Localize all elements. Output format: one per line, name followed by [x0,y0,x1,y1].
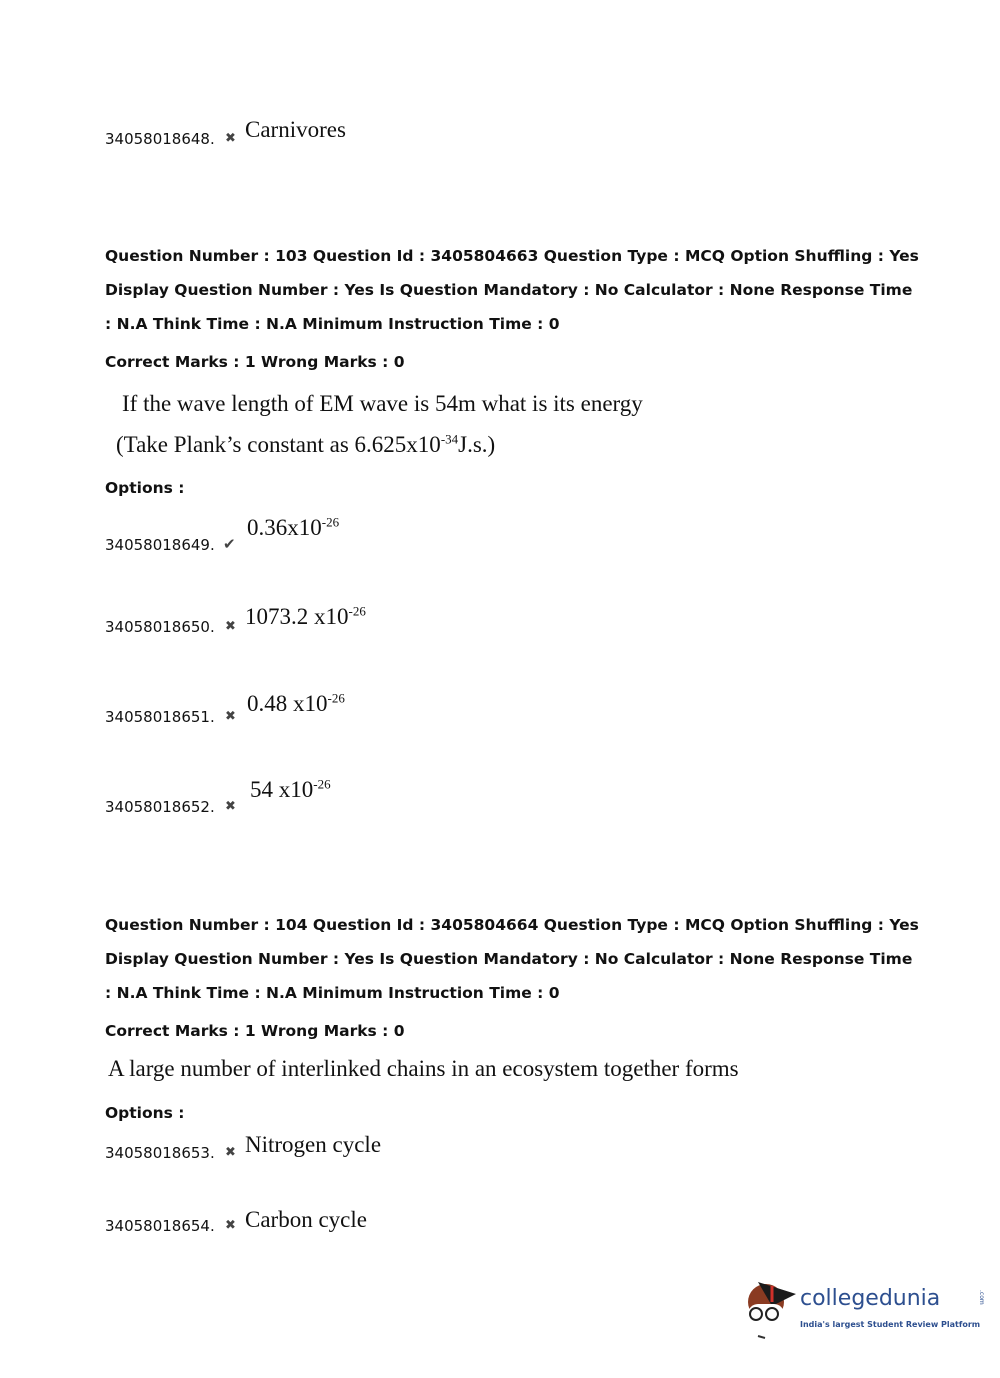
option-id: 34058018648. [105,130,215,148]
collegedunia-logo [738,1272,993,1342]
option-id: 34058018651. [105,708,215,726]
question-meta: Display Question Number : Yes Is Question Mandatory : No Calculator : None Response Time [105,950,913,968]
question-meta: : N.A Think Time : N.A Minimum Instruction Time : 0 [105,984,560,1002]
logo-name: collegedunia [800,1286,941,1311]
question-marks: Correct Marks : 1 Wrong Marks : 0 [105,353,405,371]
question-text: A large number of interlinked chains in an ecosystem together forms [108,1056,739,1081]
option-text: Carbon cycle [245,1207,367,1232]
option-id: 34058018650. [105,618,215,636]
options-label: Options : [105,1104,185,1122]
option-id: 34058018649. [105,536,215,554]
logo-tagline: India's largest Student Review Platform [800,1320,981,1329]
wrong-icon: ✖ [225,619,236,634]
question-text-2: (Take Plank’s constant as $6.625x10^{-34}J.s$.) [116,431,496,457]
option-text: 1073.2 $x10^{-26}$ [245,603,366,629]
wrong-icon: ✖ [225,799,236,814]
check-icon: ✔ [223,535,236,553]
question-meta: Display Question Number : Yes Is Question Mandatory : No Calculator : None Response Time [105,281,913,299]
wrong-icon: ✖ [225,1218,236,1233]
question-meta: : N.A Think Time : N.A Minimum Instruction Time : 0 [105,315,560,333]
option-text: Nitrogen cycle [245,1132,382,1157]
option-id: 34058018653. [105,1144,215,1162]
option-text: 54 $x10^{-26}$ [250,776,331,802]
option-id: 34058018652. [105,798,215,816]
option-text: Carnivores [245,117,346,142]
mascot-icon [738,1272,798,1340]
option-text: $0.36x10^{-26}$ [247,514,340,540]
question-text: If the wave length of EM wave is 54m what is its energy [122,391,643,416]
wrong-icon: ✖ [225,1145,236,1160]
wrong-icon: ✖ [225,709,236,724]
option-text: 0.48 $x10^{-26}$ [247,690,345,716]
question-meta: Question Number : 103 Question Id : 3405804663 Question Type : MCQ Option Shuffling : Yes [105,247,919,265]
wrong-icon: ✖ [225,131,236,146]
option-id: 34058018654. [105,1217,215,1235]
logo-suffix: .com [978,1290,985,1305]
question-meta: Question Number : 104 Question Id : 3405804664 Question Type : MCQ Option Shuffling : Yes [105,916,919,934]
options-label: Options : [105,479,185,497]
question-marks: Correct Marks : 1 Wrong Marks : 0 [105,1022,405,1040]
